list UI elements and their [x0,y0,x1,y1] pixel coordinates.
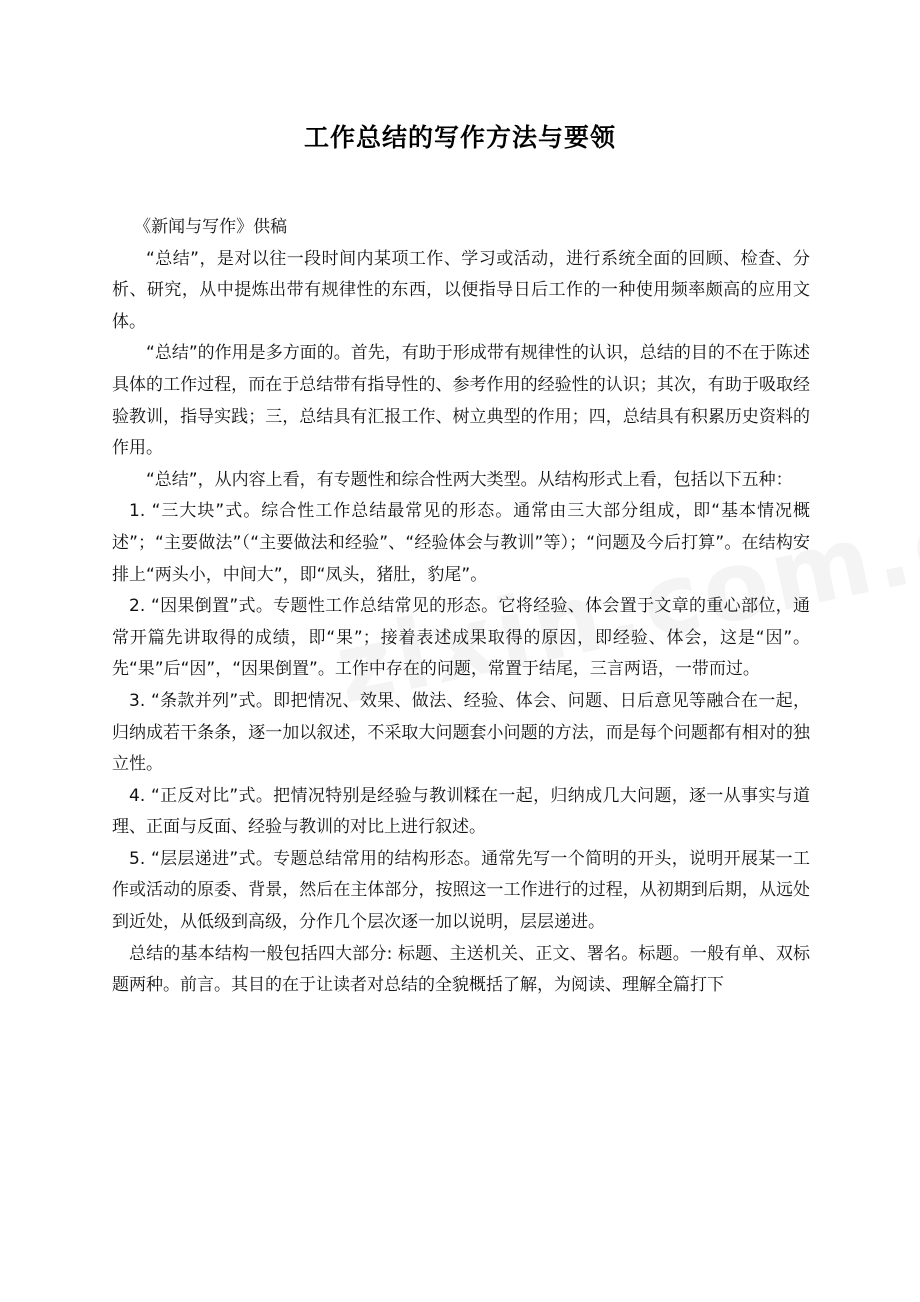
paragraph-structure: 总结的基本结构一般包括四大部分: 标题、主送机关、正文、署名。标题。一般有单、双标题两种。前言。其目的在于让读者对总结的全貌概括了解，为阅读、理解全篇打下 [112,943,810,996]
source-line: 《新闻与写作》供稿 [134,217,288,237]
list-item-3: 3. “条款并列”式。即把情况、效果、做法、经验、体会、问题、日后意见等融合在一起，归纳成若干条条，逐一加以叙述，不采取大问题套小问题的方法，而是每个问题都有相对的独立性。 [112,690,810,775]
document-body [112,212,810,1002]
list-item-5: 5. “层层递进”式。专题总结常用的结构形态。通常先写一个简明的开头，说明开展某一工作或活动的原委、背景，然后在主体部分，按照这一工作进行的过程，从初期到后期，从远处到近处，从低级到高级，分作几个层次逐一加以说明，层层递进。 [112,848,810,933]
paragraph-function: “总结”的作用是多方面的。首先，有助于形成带有规律性的认识，总结的目的不在于陈述具体的工作过程，而在于总结带有指导性的、参考作用的经验性的认识；其次，有助于吸取经验教训，指导实践；三，总结具有汇报工作、树立典型的作用；四，总结具有积累历史资料的作用。 [112,343,810,459]
list-item-2: 2. “因果倒置”式。专题性工作总结常见的形态。它将经验、体会置于文章的重心部位，通常开篇先讲取得的成绩，即“果”；接着表述成果取得的原因，即经验、体会，这是“因”。先“果”后“因”，“因果倒置”。工作中存在的问题，常置于结尾，三言两语，一带而过。 [112,596,810,680]
document-title: 工作总结的写作方法与要领 [303,123,616,152]
list-item-1: 1. “三大块”式。综合性工作总结最常见的形态。通常由三大部分组成，即“基本情况概述”；“主要做法”（“主要做法和经验”、“经验体会与教训”等）；“问题及今后打算”。在结构安排上“两头小，中间大”，即“凤头，猪肚，豹尾”。 [112,501,810,585]
list-item-4: 4. “正反对比”式。把情况特别是经验与教训糅在一起，归纳成几大问题，逐一从事实与道理、正面与反面、经验与教训的对比上进行叙述。 [112,785,810,838]
paragraph-definition: “总结”，是对以往一段时间内某项工作、学习或活动，进行系统全面的回顾、检查、分析、研究，从中提炼出带有规律性的东西，以便指导日后工作的一种使用频率颇高的应用文体。 [112,248,810,332]
paragraph-types: “总结”，从内容上看，有专题性和综合性两大类型。从结构形式上看，包括以下五种： [146,469,793,490]
